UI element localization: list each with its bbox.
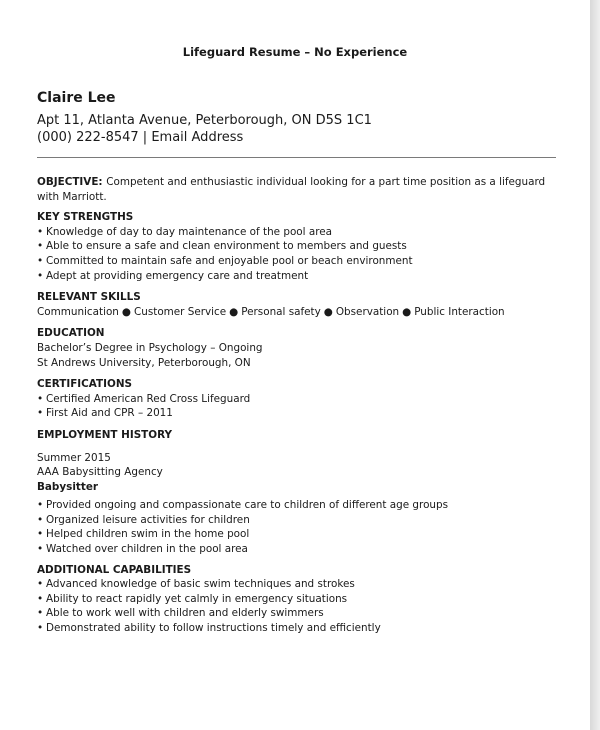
- employment-period: Summer 2015: [37, 451, 111, 464]
- key-strengths-heading: KEY STRENGTHS: [37, 211, 134, 224]
- bullet-dot: •: [37, 392, 44, 405]
- document-title: Lifeguard Resume – No Experience: [182, 45, 408, 59]
- contact-address: Apt 11, Atlanta Avenue, Peterborough, ON D5S 1C1: [37, 113, 372, 128]
- employment-employer: AAA Babysitting Agency: [37, 466, 163, 479]
- candidate-name: Claire Lee: [37, 90, 116, 106]
- list-item: [37, 269, 562, 284]
- objective-paragraph: [37, 175, 562, 204]
- list-item-text: Helped children swim in the home pool: [46, 528, 250, 541]
- list-item-text: Knowledge of day to day maintenance of the pool area: [46, 225, 333, 238]
- education-school: St Andrews University, Peterborough, ON: [37, 356, 251, 369]
- employment-duties-list: [37, 498, 562, 556]
- key-strengths-list: [37, 225, 562, 283]
- list-item: [37, 254, 562, 269]
- header-divider: [37, 157, 556, 158]
- bullet-dot: •: [37, 407, 44, 420]
- skill-separator: ●: [121, 305, 131, 318]
- relevant-skills-heading: RELEVANT SKILLS: [37, 291, 141, 304]
- education-degree: Bachelor’s Degree in Psychology – Ongoing: [37, 341, 263, 354]
- list-item: [37, 542, 562, 557]
- bullet-dot: •: [37, 622, 44, 635]
- education-heading: EDUCATION: [37, 327, 105, 340]
- list-item-text: Provided ongoing and compassionate care to children of different age groups: [46, 499, 449, 512]
- list-item: [37, 239, 562, 254]
- skill-item: Customer Service: [133, 305, 227, 318]
- list-item-text: Able to work well with children and elderly swimmers: [46, 607, 324, 620]
- additional-capabilities-heading: ADDITIONAL CAPABILITIES: [37, 563, 192, 576]
- certifications-heading: CERTIFICATIONS: [37, 378, 133, 391]
- list-item: [37, 606, 562, 621]
- skill-separator: ●: [323, 305, 333, 318]
- skill-separator: ●: [229, 305, 239, 318]
- bullet-dot: •: [37, 269, 44, 282]
- list-item-text: Demonstrated ability to follow instructions timely and efficiently: [46, 622, 381, 635]
- skill-separator: ●: [402, 305, 412, 318]
- bullet-dot: •: [37, 499, 44, 512]
- list-item-text: Organized leisure activities for children: [46, 513, 250, 526]
- contact-phone-email: (000) 222-8547 | Email Address: [37, 129, 244, 145]
- bullet-dot: •: [37, 592, 44, 605]
- list-item: [37, 225, 562, 240]
- list-item-text: Adept at providing emergency care and treatment: [46, 269, 309, 282]
- employment-heading: EMPLOYMENT HISTORY: [37, 428, 173, 441]
- list-item-text: Advanced knowledge of basic swim techniques and strokes: [46, 578, 355, 591]
- list-item-text: Committed to maintain safe and enjoyable pool or beach environment: [46, 254, 413, 267]
- bullet-dot: •: [37, 240, 44, 253]
- bullet-dot: •: [37, 225, 44, 238]
- contact-block: [37, 113, 372, 146]
- list-item-text: First Aid and CPR – 2011: [46, 407, 173, 420]
- objective-first-letter: C: [106, 176, 114, 188]
- list-item-text: Watched over children in the pool area: [46, 543, 248, 556]
- bullet-dot: •: [37, 578, 44, 591]
- skill-item: Observation: [335, 305, 400, 318]
- list-item: [37, 592, 562, 607]
- skill-item: Communication: [37, 305, 119, 318]
- resume-body: [37, 175, 562, 636]
- list-item: [37, 498, 562, 513]
- bullet-dot: •: [37, 543, 44, 556]
- bullet-dot: •: [37, 528, 44, 541]
- list-item-text: Ability to react rapidly yet calmly in emergency situations: [46, 592, 348, 605]
- objective-label: OBJECTIVE:: [37, 176, 107, 188]
- list-item: [37, 621, 562, 636]
- certifications-list: [37, 392, 562, 421]
- list-item: [37, 527, 562, 542]
- bullet-dot: •: [37, 254, 44, 267]
- relevant-skills-line: [37, 305, 562, 320]
- employment-role: Babysitter: [37, 480, 98, 493]
- list-item-text: Able to ensure a safe and clean environment to members and guests: [46, 240, 407, 253]
- skill-item: Personal safety: [241, 305, 321, 318]
- bullet-dot: •: [37, 513, 44, 526]
- list-item-text: Certified American Red Cross Lifeguard: [46, 392, 251, 405]
- objective-text: ompetent and enthusiastic individual looking for a part time position as a lifeguard with Marriott.: [37, 176, 546, 203]
- bullet-dot: •: [37, 607, 44, 620]
- list-item: [37, 406, 562, 421]
- list-item: [37, 513, 562, 528]
- page-edge-shadow: [590, 0, 600, 730]
- list-item: [37, 392, 562, 407]
- list-item: [37, 577, 562, 592]
- skill-item: Public Interaction: [414, 305, 505, 318]
- additional-capabilities-list: [37, 577, 562, 635]
